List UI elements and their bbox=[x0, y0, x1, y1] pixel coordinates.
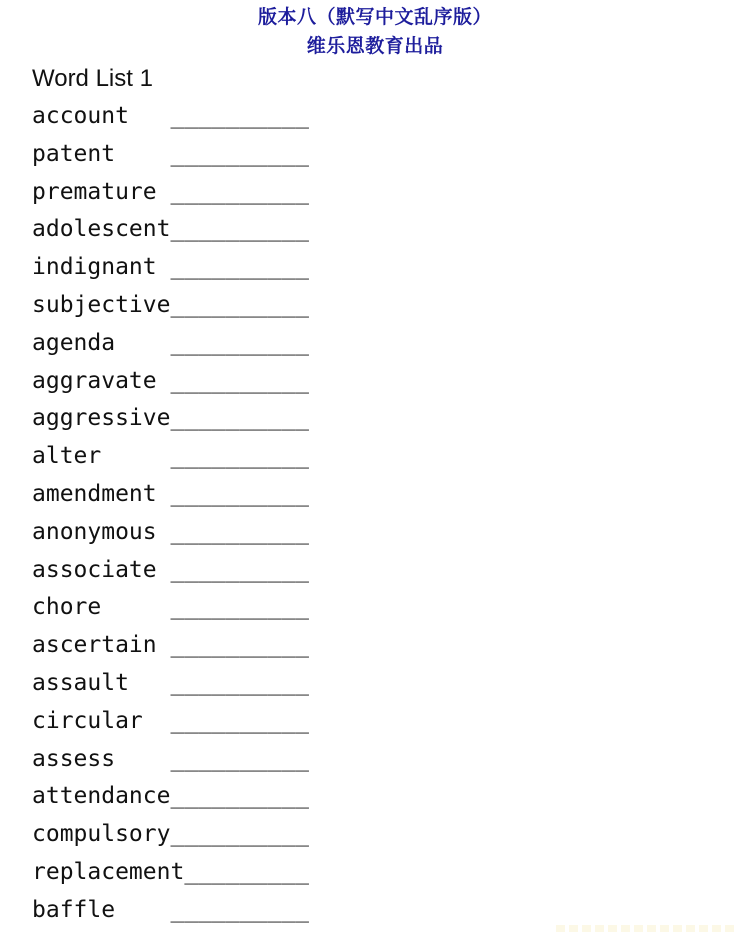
document-header bbox=[0, 0, 750, 61]
list-item: aggravate __________ bbox=[32, 367, 309, 394]
list-item: circular __________ bbox=[32, 707, 309, 734]
list-item: indignant __________ bbox=[32, 254, 309, 281]
list-item: replacement_________ bbox=[32, 858, 309, 885]
list-item: associate __________ bbox=[32, 556, 309, 583]
watermark bbox=[556, 925, 734, 932]
list-item: alter __________ bbox=[32, 443, 309, 470]
list-item: agenda __________ bbox=[32, 329, 309, 356]
list-item: baffle __________ bbox=[32, 896, 309, 923]
list-item: account __________ bbox=[32, 103, 309, 129]
header-version-line: 版本八（默写中文乱序版） bbox=[257, 7, 492, 28]
list-item: assess __________ bbox=[32, 745, 309, 772]
list-item: anonymous __________ bbox=[32, 518, 309, 545]
list-item: assault __________ bbox=[32, 669, 309, 696]
list-item: aggressive__________ bbox=[32, 405, 309, 432]
list-item: attendance__________ bbox=[32, 783, 309, 810]
list-item: ascertain __________ bbox=[32, 632, 309, 659]
list-item: adolescent__________ bbox=[32, 216, 309, 243]
word-list-title: Word List 1 bbox=[32, 65, 153, 92]
list-item: premature __________ bbox=[32, 178, 309, 205]
list-item: subjective__________ bbox=[32, 291, 309, 318]
list-item: patent __________ bbox=[32, 140, 309, 167]
list-item: amendment __________ bbox=[32, 480, 309, 507]
list-item: chore __________ bbox=[32, 594, 309, 621]
header-publisher-line: 维乐恩教育出品 bbox=[306, 36, 444, 57]
list-item: compulsory__________ bbox=[32, 821, 309, 848]
word-list bbox=[32, 98, 750, 930]
